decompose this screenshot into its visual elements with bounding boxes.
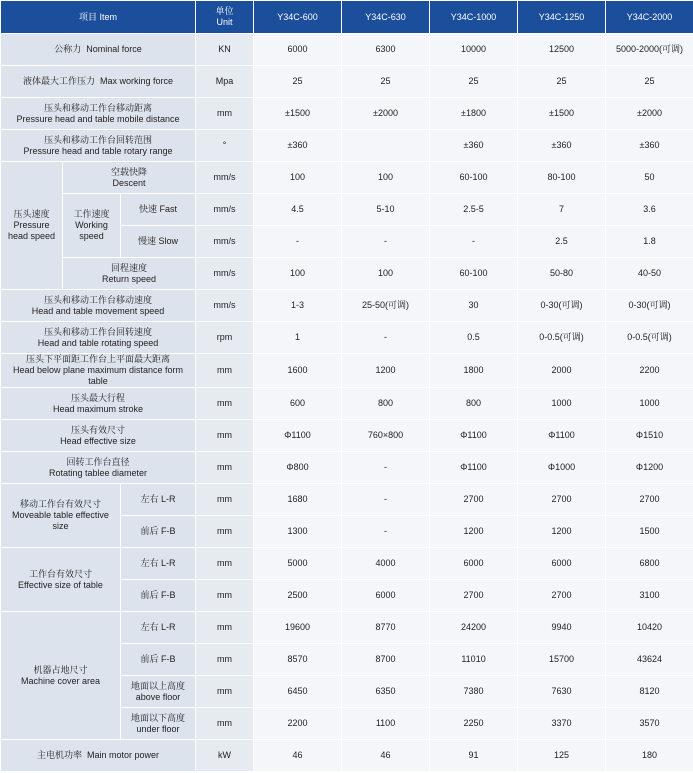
value-cell: 8700 bbox=[342, 644, 430, 676]
group-label-moveable-table: 移动工作台有效尺寸 Moveable table effective size bbox=[1, 484, 121, 548]
table-row bbox=[1, 612, 693, 644]
value-cell: 3570 bbox=[606, 708, 693, 740]
value-cell: 0-30(可调) bbox=[606, 290, 693, 322]
table-row bbox=[1, 354, 693, 388]
value-cell: 50 bbox=[606, 162, 693, 194]
table-row bbox=[1, 194, 693, 226]
unit-cell: mm bbox=[196, 388, 254, 420]
value-cell: 60-100 bbox=[430, 258, 518, 290]
row-label: 前后 F-B bbox=[121, 644, 196, 676]
value-cell: 2700 bbox=[430, 580, 518, 612]
unit-cell: KN bbox=[196, 34, 254, 66]
group-label-effective-table: 工作台有效尺寸 Effective size of table bbox=[1, 548, 121, 612]
value-cell: 6300 bbox=[342, 34, 430, 66]
value-cell: 50-80 bbox=[518, 258, 606, 290]
value-cell: 1600 bbox=[254, 354, 342, 388]
value-cell: 80-100 bbox=[518, 162, 606, 194]
value-cell: 6000 bbox=[342, 580, 430, 612]
value-cell: 3100 bbox=[606, 580, 693, 612]
row-label: 压头和移动工作台回转速度 Head and table rotating speed bbox=[1, 322, 196, 354]
value-cell: 2200 bbox=[254, 708, 342, 740]
value-cell: 5000-2000(可调) bbox=[606, 34, 693, 66]
row-label: 压头有效尺寸 Head effective size bbox=[1, 420, 196, 452]
value-cell: 25 bbox=[430, 66, 518, 98]
unit-cell: ° bbox=[196, 130, 254, 162]
value-cell: Φ1100 bbox=[518, 420, 606, 452]
value-cell: 25 bbox=[606, 66, 693, 98]
value-cell: - bbox=[342, 322, 430, 354]
value-cell: 7630 bbox=[518, 676, 606, 708]
unit-cell: mm bbox=[196, 676, 254, 708]
value-cell: 2200 bbox=[606, 354, 693, 388]
value-cell: ±2000 bbox=[606, 98, 693, 130]
unit-cell: mm bbox=[196, 612, 254, 644]
value-cell: 1-3 bbox=[254, 290, 342, 322]
table-row bbox=[1, 290, 693, 322]
value-cell: 1200 bbox=[342, 354, 430, 388]
value-cell: - bbox=[342, 226, 430, 258]
value-cell: 91 bbox=[430, 740, 518, 772]
value-cell: 43624 bbox=[606, 644, 693, 676]
unit-cell: rpm bbox=[196, 322, 254, 354]
value-cell: 6800 bbox=[606, 548, 693, 580]
value-cell: 25 bbox=[254, 66, 342, 98]
row-label: 前后 F-B bbox=[121, 580, 196, 612]
value-cell: 7 bbox=[518, 194, 606, 226]
value-cell: 11010 bbox=[430, 644, 518, 676]
value-cell: 0-0.5(可调) bbox=[518, 322, 606, 354]
row-label: 液体最大工作压力 Max working force bbox=[1, 66, 196, 98]
value-cell: 9940 bbox=[518, 612, 606, 644]
row-label: 压头最大行程 Head maximum stroke bbox=[1, 388, 196, 420]
value-cell: - bbox=[254, 226, 342, 258]
value-cell: ±1500 bbox=[254, 98, 342, 130]
value-cell: 0-0.5(可调) bbox=[606, 322, 693, 354]
value-cell: 2000 bbox=[518, 354, 606, 388]
value-cell: - bbox=[342, 484, 430, 516]
unit-cell: mm bbox=[196, 420, 254, 452]
value-cell: 2500 bbox=[254, 580, 342, 612]
value-cell: 1.8 bbox=[606, 226, 693, 258]
value-cell: 19600 bbox=[254, 612, 342, 644]
value-cell: 4.5 bbox=[254, 194, 342, 226]
unit-cell: mm bbox=[196, 708, 254, 740]
value-cell: 2.5-5 bbox=[430, 194, 518, 226]
value-cell: ±1500 bbox=[518, 98, 606, 130]
row-label: 公称力 Nominal force bbox=[1, 34, 196, 66]
value-cell: 1680 bbox=[254, 484, 342, 516]
value-cell: 2250 bbox=[430, 708, 518, 740]
value-cell: 10420 bbox=[606, 612, 693, 644]
value-cell: 760×800 bbox=[342, 420, 430, 452]
value-cell: Φ1510 bbox=[606, 420, 693, 452]
row-label: 压头和移动工作台移动速度 Head and table movement speed bbox=[1, 290, 196, 322]
value-cell: 6000 bbox=[518, 548, 606, 580]
value-cell: 1800 bbox=[430, 354, 518, 388]
value-cell: 25 bbox=[518, 66, 606, 98]
unit-cell: mm bbox=[196, 354, 254, 388]
value-cell: 3370 bbox=[518, 708, 606, 740]
value-cell: 800 bbox=[342, 388, 430, 420]
value-cell: 7380 bbox=[430, 676, 518, 708]
unit-cell: mm bbox=[196, 516, 254, 548]
header-model: Y34C-2000 bbox=[606, 1, 693, 34]
value-cell: 8570 bbox=[254, 644, 342, 676]
table-row bbox=[1, 130, 693, 162]
header-item: 项目 Item bbox=[1, 1, 196, 34]
table-row bbox=[1, 34, 693, 66]
value-cell: 12500 bbox=[518, 34, 606, 66]
row-label: 压头和移动工作台回转范围 Pressure head and table rotary range bbox=[1, 130, 196, 162]
header-unit: 单位 Unit bbox=[196, 1, 254, 34]
value-cell: 8770 bbox=[342, 612, 430, 644]
row-label: 左右 L-R bbox=[121, 548, 196, 580]
table-row bbox=[1, 548, 693, 580]
table-row bbox=[1, 258, 693, 290]
header-model: Y34C-600 bbox=[254, 1, 342, 34]
value-cell: 2700 bbox=[518, 580, 606, 612]
value-cell: 100 bbox=[254, 162, 342, 194]
value-cell: 2700 bbox=[606, 484, 693, 516]
table-row bbox=[1, 420, 693, 452]
table-row bbox=[1, 322, 693, 354]
unit-cell: mm/s bbox=[196, 162, 254, 194]
value-cell: 2700 bbox=[430, 484, 518, 516]
unit-cell: mm/s bbox=[196, 194, 254, 226]
row-label: 压头下平面距工作台上平面最大距离 Head below plane maximum distance form table bbox=[1, 354, 196, 388]
unit-cell: mm bbox=[196, 580, 254, 612]
row-label: 地面以上高度 above floor bbox=[121, 676, 196, 708]
value-cell: 100 bbox=[254, 258, 342, 290]
header-model: Y34C-1000 bbox=[430, 1, 518, 34]
value-cell: ±2000 bbox=[342, 98, 430, 130]
row-label: 左右 L-R bbox=[121, 484, 196, 516]
table-row bbox=[1, 452, 693, 484]
value-cell: 2700 bbox=[518, 484, 606, 516]
value-cell: 46 bbox=[342, 740, 430, 772]
value-cell: 5000 bbox=[254, 548, 342, 580]
row-label: 空载快降 Descent bbox=[63, 162, 196, 194]
row-label: 地面以下高度 under floor bbox=[121, 708, 196, 740]
value-cell: Φ1200 bbox=[606, 452, 693, 484]
value-cell: - bbox=[342, 452, 430, 484]
value-cell: 10000 bbox=[430, 34, 518, 66]
value-cell: 0-30(可调) bbox=[518, 290, 606, 322]
value-cell: ±360 bbox=[606, 130, 693, 162]
row-label: 压头和移动工作台移动距离 Pressure head and table mobile distance bbox=[1, 98, 196, 130]
value-cell: 1200 bbox=[518, 516, 606, 548]
row-label: 前后 F-B bbox=[121, 516, 196, 548]
value-cell: 600 bbox=[254, 388, 342, 420]
value-cell: 3.6 bbox=[606, 194, 693, 226]
value-cell: ±360 bbox=[518, 130, 606, 162]
value-cell: 60-100 bbox=[430, 162, 518, 194]
row-label: 回程速度 Return speed bbox=[63, 258, 196, 290]
unit-cell: kW bbox=[196, 740, 254, 772]
unit-cell: mm bbox=[196, 548, 254, 580]
value-cell: - bbox=[342, 516, 430, 548]
value-cell: 125 bbox=[518, 740, 606, 772]
value-cell: Φ1000 bbox=[518, 452, 606, 484]
value-cell: 6000 bbox=[254, 34, 342, 66]
table-row bbox=[1, 484, 693, 516]
value-cell: 5-10 bbox=[342, 194, 430, 226]
value-cell: 1300 bbox=[254, 516, 342, 548]
value-cell: Φ1100 bbox=[430, 420, 518, 452]
value-cell: 6450 bbox=[254, 676, 342, 708]
value-cell: 6000 bbox=[430, 548, 518, 580]
value-cell: 25-50(可调) bbox=[342, 290, 430, 322]
unit-cell: mm/s bbox=[196, 258, 254, 290]
value-cell: 800 bbox=[430, 388, 518, 420]
value-cell: 1000 bbox=[606, 388, 693, 420]
header-model: Y34C-1250 bbox=[518, 1, 606, 34]
header-row bbox=[1, 1, 693, 34]
value-cell: 46 bbox=[254, 740, 342, 772]
value-cell: ±360 bbox=[430, 130, 518, 162]
value-cell: 1000 bbox=[518, 388, 606, 420]
value-cell: 15700 bbox=[518, 644, 606, 676]
table-row bbox=[1, 66, 693, 98]
value-cell: 24200 bbox=[430, 612, 518, 644]
value-cell: 100 bbox=[342, 258, 430, 290]
value-cell: 180 bbox=[606, 740, 693, 772]
table-row bbox=[1, 388, 693, 420]
unit-cell: mm/s bbox=[196, 226, 254, 258]
group-label-machine-cover: 机器占地尺寸 Machine cover area bbox=[1, 612, 121, 740]
value-cell: 1 bbox=[254, 322, 342, 354]
unit-cell: mm bbox=[196, 484, 254, 516]
unit-cell: mm bbox=[196, 452, 254, 484]
value-cell: 100 bbox=[342, 162, 430, 194]
value-cell: 2.5 bbox=[518, 226, 606, 258]
value-cell: Φ1100 bbox=[430, 452, 518, 484]
value-cell: 1500 bbox=[606, 516, 693, 548]
value-cell: 4000 bbox=[342, 548, 430, 580]
unit-cell: mm/s bbox=[196, 290, 254, 322]
value-cell: Φ1100 bbox=[254, 420, 342, 452]
row-label: 左右 L-R bbox=[121, 612, 196, 644]
row-label: 主电机功率 Main motor power bbox=[1, 740, 196, 772]
value-cell: 6350 bbox=[342, 676, 430, 708]
value-cell: 30 bbox=[430, 290, 518, 322]
value-cell bbox=[342, 130, 430, 162]
unit-cell: mm bbox=[196, 644, 254, 676]
group-label-pressure-head-speed: 压头速度 Pressure head speed bbox=[1, 162, 63, 290]
value-cell: 40-50 bbox=[606, 258, 693, 290]
unit-cell: Mpa bbox=[196, 66, 254, 98]
value-cell: 1100 bbox=[342, 708, 430, 740]
table-row bbox=[1, 162, 693, 194]
group-label-working-speed: 工作速度 Working speed bbox=[63, 194, 121, 258]
value-cell: ±360 bbox=[254, 130, 342, 162]
value-cell: 8120 bbox=[606, 676, 693, 708]
table-row bbox=[1, 98, 693, 130]
table-row bbox=[1, 740, 693, 772]
unit-cell: mm bbox=[196, 98, 254, 130]
value-cell: Φ800 bbox=[254, 452, 342, 484]
row-label: 慢速 Slow bbox=[121, 226, 196, 258]
header-model: Y34C-630 bbox=[342, 1, 430, 34]
value-cell: 0.5 bbox=[430, 322, 518, 354]
value-cell: 25 bbox=[342, 66, 430, 98]
value-cell: - bbox=[430, 226, 518, 258]
value-cell: ±1800 bbox=[430, 98, 518, 130]
row-label: 快速 Fast bbox=[121, 194, 196, 226]
value-cell: 1200 bbox=[430, 516, 518, 548]
row-label: 回转工作台直径 Rotating tablee diameter bbox=[1, 452, 196, 484]
